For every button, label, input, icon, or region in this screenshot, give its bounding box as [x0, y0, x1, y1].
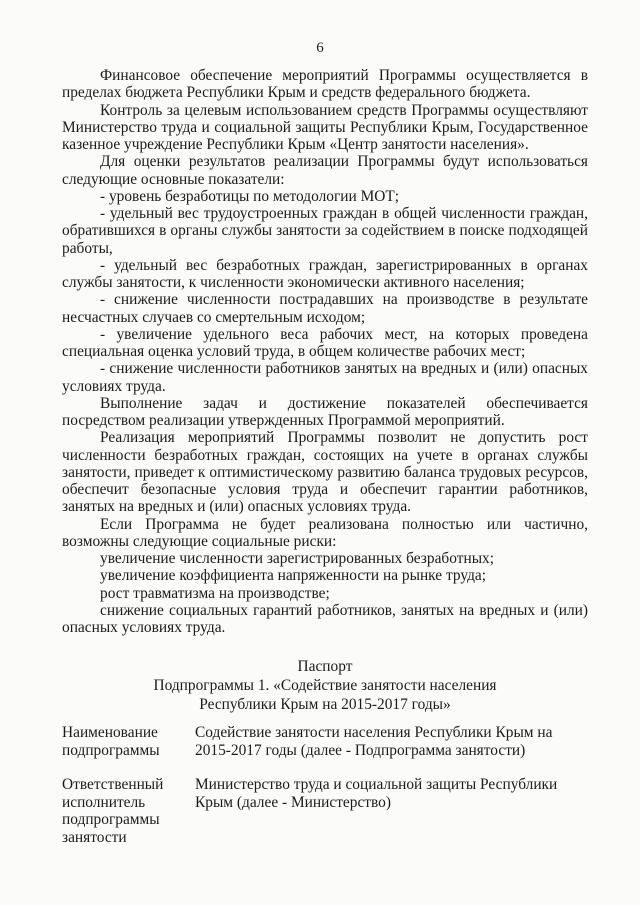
passport-row-label: Ответственный исполнитель подпрограммы занятости	[62, 776, 164, 847]
passport-title	[62, 657, 588, 714]
body-paragraph: увеличение коэффициента напряженности на рынке труда;	[100, 567, 487, 585]
passport-row-value: Содействие занятости населения Республики Крым на 2015-2017 годы (далее - Подпрограмма занятости)	[195, 724, 553, 759]
passport-row-value: Министерство труда и социальной защиты Республики Крым (далее - Министерство)	[195, 776, 558, 811]
body-paragraph: Контроль за целевым использованием средств Программы осуществляют Министерство труда и социальной защиты Республики Крым, Государственное казенное учреждение Республики Крым «Центр занятости населения».	[62, 101, 588, 153]
body-paragraph: снижение социальных гарантий работников, занятых на вредных и (или) опасных условиях труда.	[62, 601, 588, 636]
body-paragraph: - снижение численности работников занятых на вредных и (или) опасных условиях труда.	[62, 360, 588, 395]
passport-subheading: Подпрограммы 1. «Содействие занятости населения	[153, 677, 497, 694]
body-paragraph: Если Программа не будет реализована полностью или частично, возможны следующие социальные риски:	[62, 515, 588, 550]
body-paragraph: - снижение численности пострадавших на производстве в результате несчастных случаев со смертельным исходом;	[62, 291, 588, 326]
passport-subheading: Республики Крым на 2015-2017 годы»	[199, 696, 451, 713]
body-paragraph: - уровень безработицы по методологии МОТ;	[100, 187, 400, 205]
passport-row-label: Наименование подпрограммы	[62, 724, 160, 759]
body-paragraph: - увеличение удельного веса рабочих мест, на которых проведена специальная оценка условий труда, в общем количестве рабочих мест;	[62, 325, 588, 360]
body-paragraph: Выполнение задач и достижение показателей обеспечивается посредством реализации утвержденных Программой мероприятий.	[62, 394, 588, 429]
page-number: 6	[316, 40, 324, 56]
body-paragraph: Реализация мероприятий Программы позволит не допустить рост численности безработных граждан, состоящих на учете в органах службы занятости, приведет к оптимистическому развитию баланса трудовых ресурсов, обеспечит безопасные условия труда и обеспечит гарантии работников, занятых на вредных и (или) опасных условиях труда.	[62, 429, 588, 516]
body-paragraph: Для оценки результатов реализации Программы будут использоваться следующие основные показатели:	[62, 153, 588, 188]
document-body	[62, 67, 588, 636]
body-paragraph: - удельный вес трудоустроенных граждан в общей численности граждан, обратившихся в органы службы занятости за содействием в поиске подходящей работы,	[62, 205, 588, 257]
body-paragraph: - удельный вес безработных граждан, зарегистрированных в органах службы занятости, к численности экономически активного населения;	[62, 256, 588, 291]
body-paragraph: рост травматизма на производстве;	[100, 584, 330, 602]
passport-heading: Паспорт	[297, 658, 353, 675]
body-paragraph: увеличение численности зарегистрированных безработных;	[100, 550, 495, 567]
body-paragraph: Финансовое обеспечение мероприятий Программы осуществляется в пределах бюджета Республики Крым и средств федерального бюджета.	[62, 67, 588, 102]
